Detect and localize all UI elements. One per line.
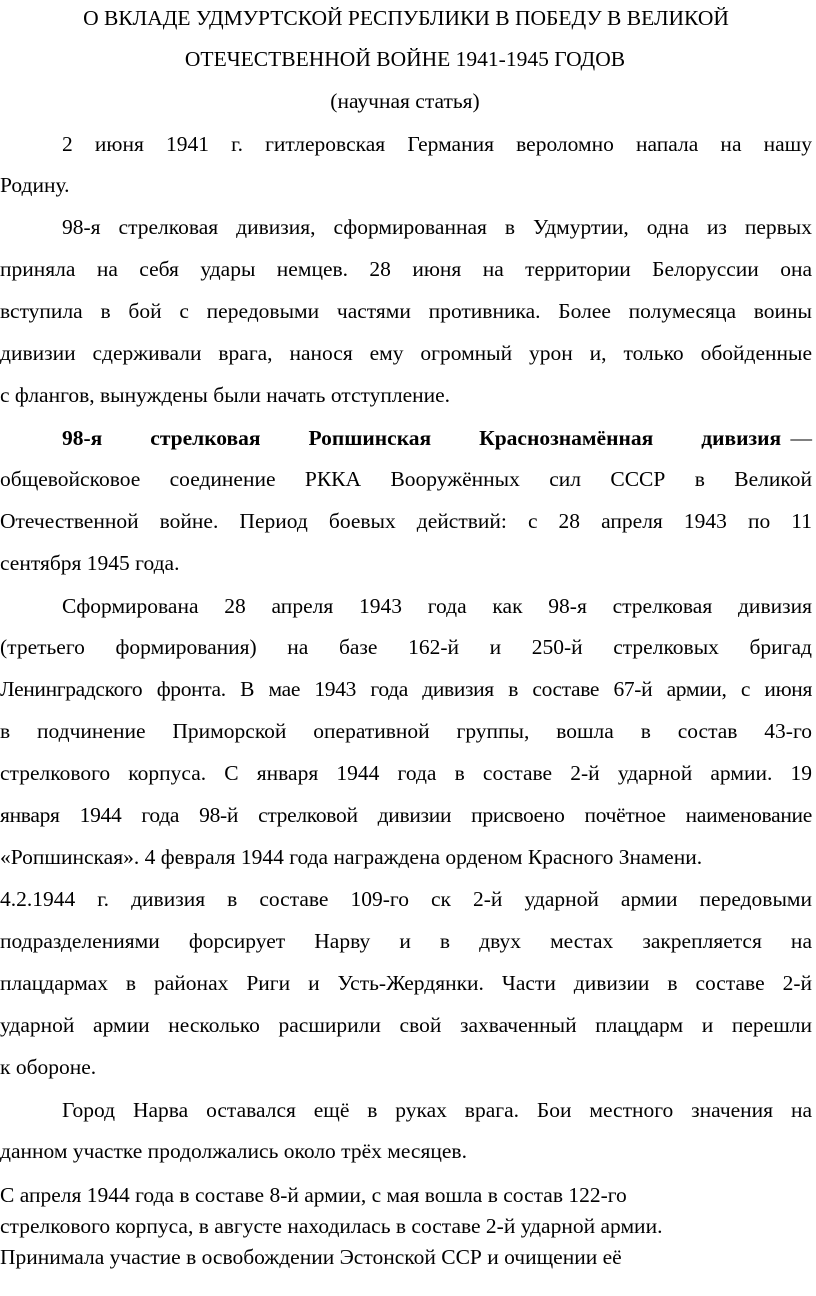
- paragraph-3-line-4: сентября 1945 года.: [0, 551, 180, 575]
- paragraph-4-line-2: (третьего формирования) на базе 162-й и 250-й стрелковых бригад: [0, 635, 812, 659]
- division-name: 98-я стрелковая Ропшинская Краснознамённая дивизия: [62, 426, 782, 450]
- title-line-2: ОТЕЧЕСТВЕННОЙ ВОЙНЕ 1941-1945 ГОДОВ: [184, 47, 626, 71]
- paragraph-7-line-2: стрелкового корпуса, в августе находилась в составе 2-й ударной армии.: [0, 1214, 663, 1238]
- paragraph-4-line-3: Ленинградского фронта. В мае 1943 года дивизия в составе 67-й армии, с июня: [0, 677, 812, 701]
- paragraph-4-line-6: января 1944 года 98-й стрелковой дивизии присвоено почётное наименование: [0, 803, 812, 827]
- paragraph-1-line-2: Родину.: [0, 173, 70, 197]
- paragraph-2-line-1: 98-я стрелковая дивизия, сформированная в Удмуртии, одна из первых: [62, 215, 812, 239]
- paragraph-7-line-3: Принимала участие в освобождении Эстонской ССР и очищении её: [0, 1245, 622, 1269]
- paragraph-7-line-1: С апреля 1944 года в составе 8-й армии, с мая вошла в состав 122-го: [0, 1183, 627, 1207]
- paragraph-4-line-7: «Ропшинская». 4 февраля 1944 года награждена орденом Красного Знамени.: [0, 845, 703, 869]
- paragraph-6-line-2: данном участке продолжались около трёх месяцев.: [0, 1139, 467, 1163]
- paragraph-3-line-2: общевойсковое соединение РККА Вооружённых сил СССР в Великой: [0, 467, 812, 491]
- subtitle: (научная статья): [330, 89, 480, 113]
- paragraph-5-line-3: плацдармах в районах Риги и Усть-Жердянки. Части дивизии в составе 2-й: [0, 971, 812, 995]
- paragraph-2-line-5: с флангов, вынуждены были начать отступление.: [0, 383, 451, 407]
- paragraph-3-line-3: Отечественной войне. Период боевых действий: с 28 апреля 1943 по 11: [0, 509, 812, 533]
- paragraph-2-line-3: вступила в бой с передовыми частями противника. Более полумесяца воины: [0, 299, 812, 323]
- paragraph-4-line-4: в подчинение Приморской оперативной группы, вошла в состав 43-го: [0, 719, 812, 743]
- paragraph-6-line-1: Город Нарва оставался ещё в руках врага. Бои местного значения на: [62, 1098, 812, 1122]
- definition-dash: —: [785, 426, 812, 450]
- paragraph-1-line-1: 2 июня 1941 г. гитлеровская Германия вероломно напала на нашу: [62, 132, 812, 156]
- paragraph-2-line-4: дивизии сдерживали врага, нанося ему огромный урон и, только обойденные: [0, 341, 812, 365]
- paragraph-5-line-5: к обороне.: [0, 1055, 97, 1079]
- paragraph-4-line-1: Сформирована 28 апреля 1943 года как 98-я стрелковая дивизия: [62, 594, 812, 618]
- paragraph-5-line-1: 4.2.1944 г. дивизия в составе 109-го ск 2-й ударной армии передовыми: [0, 887, 812, 911]
- paragraph-5-line-4: ударной армии несколько расширили свой захваченный плацдарм и перешли: [0, 1013, 812, 1037]
- paragraph-3-line-1: [62, 425, 812, 451]
- title-line-1: О ВКЛАДЕ УДМУРТСКОЙ РЕСПУБЛИКИ В ПОБЕДУ В ВЕЛИКОЙ: [83, 6, 729, 30]
- paragraph-4-line-5: стрелкового корпуса. С января 1944 года в составе 2-й ударной армии. 19: [0, 761, 812, 785]
- paragraph-2-line-2: приняла на себя удары немцев. 28 июня на территории Белоруссии она: [0, 257, 812, 281]
- paragraph-5-line-2: подразделениями форсирует Нарву и в двух местах закрепляется на: [0, 929, 812, 953]
